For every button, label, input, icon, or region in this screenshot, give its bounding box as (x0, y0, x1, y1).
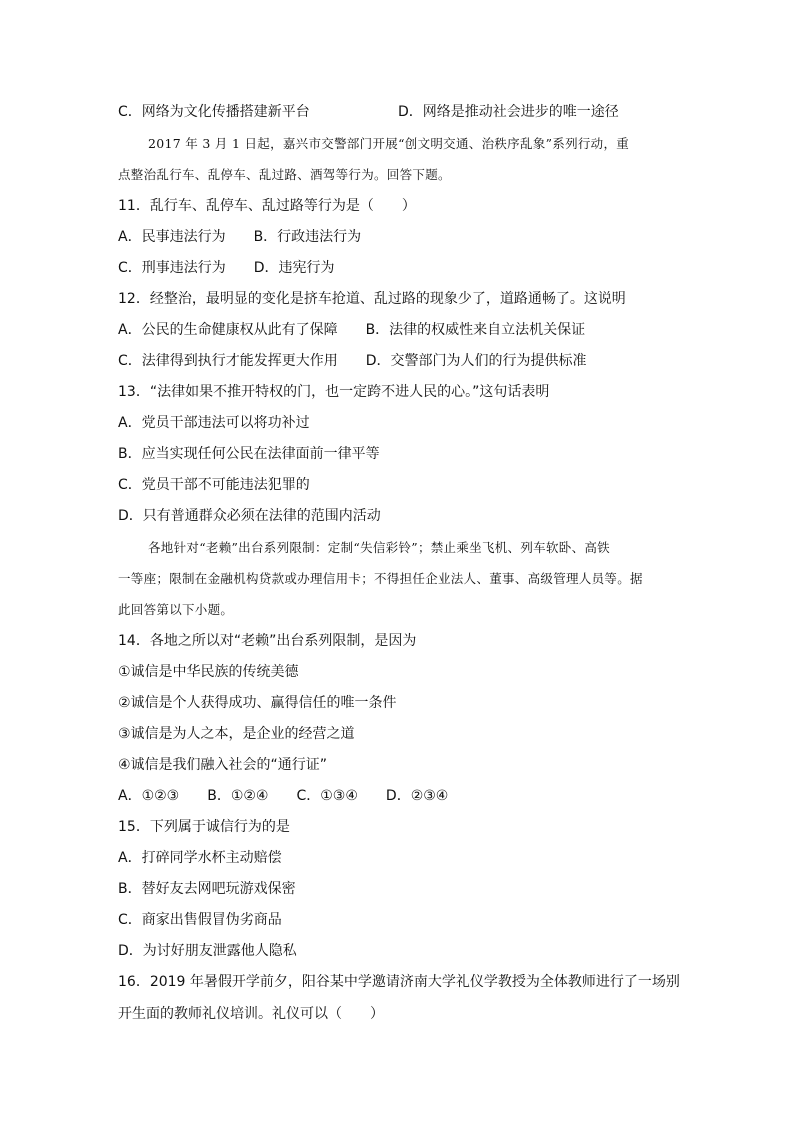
option-c: C．商家出售假冒伪劣商品 (118, 912, 282, 928)
question-options: C．刑事违法行为 D．违宪行为 (118, 260, 335, 276)
question-13: 13．“法律如果不推开特权的门，也一定跨不进人民的心。”这句话表明 (118, 384, 550, 400)
statement-3: ③诚信是为人之本，是企业的经营之道 (118, 726, 355, 742)
question-11: 11．乱行车、乱停车、乱过路等行为是（ ） (118, 198, 416, 214)
option-a: A．党员干部违法可以将功补过 (118, 415, 310, 431)
option-row (118, 102, 619, 122)
question-options: A．①②③ B．①②④ C．①③④ D．②③④ (118, 788, 449, 804)
statement-2: ②诚信是个人获得成功、赢得信任的唯一条件 (118, 695, 397, 711)
passage-text: 2017 年 3 月 1 日起，嘉兴市交警部门开展“创文明交通、治秩序乱象”系列行动，重 (148, 136, 630, 151)
question-16: 16．2019 年暑假开学前夕，阳谷某中学邀请济南大学礼仪学教授为全体教师进行了一场别 (118, 974, 680, 990)
option-c: C．党员干部不可能违法犯罪的 (118, 477, 310, 493)
option-d: D．只有普通群众必须在法律的范围内活动 (118, 508, 381, 524)
question-options: A．公民的生命健康权从此有了保障 B．法律的权威性来自立法机关保证 (118, 322, 586, 338)
question-15: 15．下列属于诚信行为的是 (118, 819, 290, 835)
passage-text: 此回答第以下小题。 (118, 602, 234, 617)
option-b: B．应当实现任何公民在法律面前一律平等 (118, 446, 380, 462)
passage-text: 各地针对“老赖”出台系列限制：定制“失信彩铃”；禁止乘坐飞机、列车软卧、高铁 (148, 540, 610, 555)
question-16-continued: 开生面的教师礼仪培训。礼仪可以（ ） (118, 1006, 384, 1022)
question-14: 14．各地之所以对“老赖”出台系列限制，是因为 (118, 633, 417, 649)
question-options: C．法律得到执行才能发挥更大作用 D．交警部门为人们的行为提供标准 (118, 353, 587, 369)
option-d: D．为讨好朋友泄露他人隐私 (118, 943, 297, 959)
passage-text: 一等座；限制在金融机构贷款或办理信用卡；不得担任企业法人、董事、高级管理人员等。据 (118, 571, 643, 586)
question-options: A．民事违法行为 B．行政违法行为 (118, 229, 362, 245)
option-c: C．网络为文化传播搭建新平台 (118, 104, 310, 120)
question-12: 12．经整治，最明显的变化是挤车抢道、乱过路的现象少了，道路通畅了。这说明 (118, 291, 626, 307)
statement-4: ④诚信是我们融入社会的“通行证” (118, 757, 328, 773)
passage-text: 点整治乱行车、乱停车、乱过路、酒驾等行为。回答下题。 (118, 167, 451, 182)
statement-1: ①诚信是中华民族的传统美德 (118, 664, 299, 680)
option-b: B．替好友去网吧玩游戏保密 (118, 881, 296, 897)
option-d: D．网络是推动社会进步的唯一途径 (398, 104, 619, 120)
option-a: A．打碎同学水杯主动赔偿 (118, 850, 282, 866)
